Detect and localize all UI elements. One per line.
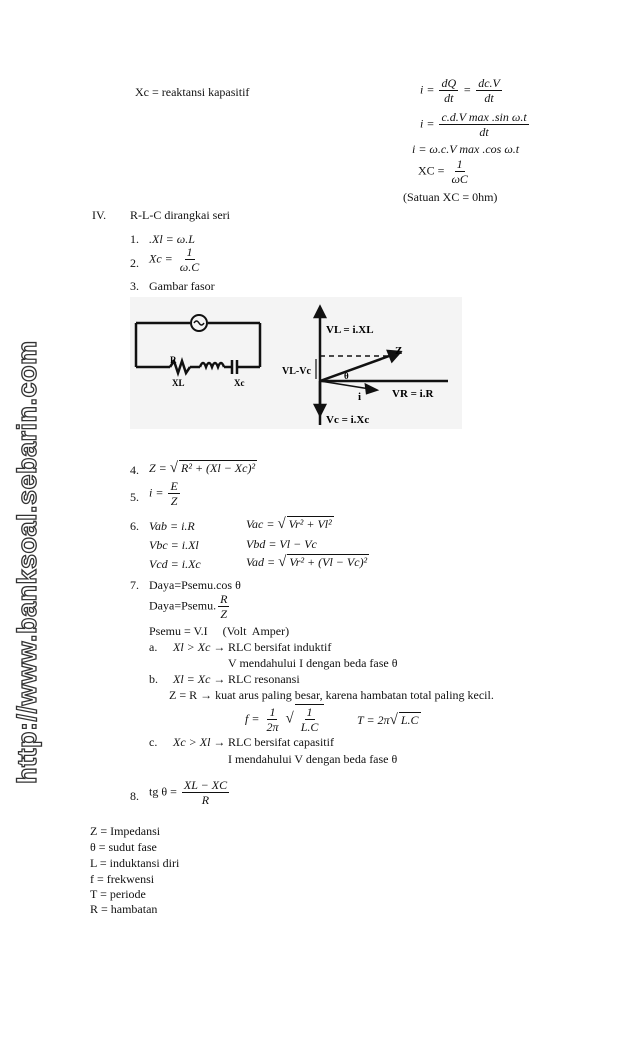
legend-resistance: R = hambatan [90, 902, 158, 916]
label-vl: VL = i.XL [326, 324, 374, 336]
case-b-text: RLC resonansi [228, 672, 300, 686]
case-c-text: RLC bersifat capasitif [228, 735, 334, 749]
formula-vbd: Vbd = Vl − Vc [246, 537, 317, 551]
label-xl: XL [172, 378, 185, 388]
section-number: IV. [92, 208, 107, 222]
legend-frequency: f = frekwensi [90, 872, 155, 886]
case-c-label: c. [149, 735, 158, 749]
daya-ratio: Daya=Psemu. $\frac{R}{Z}$ [149, 592, 228, 621]
equation-i-dq-dt: i = $\frac{dQ}{dt}$ = $\frac{dc.V}{dt}$ [420, 76, 500, 105]
case-c-detail: I mendahului V dengan beda fase θ [228, 752, 398, 766]
formula-vad: Vad = √ Vr² + (Vl − Vc)² [246, 554, 368, 570]
label-z: Z [395, 345, 403, 357]
daya-cos: Daya=Psemu.cos θ [149, 578, 241, 592]
item-4-formula: Z = √ R² + (Xl − Xc)² [149, 460, 256, 476]
label-theta: θ [344, 371, 349, 381]
legend-phase-angle: θ = sudut fase [90, 840, 157, 854]
formula-vcd: Vcd = i.Xc [149, 557, 201, 571]
item-8-number: 8. [130, 789, 139, 803]
case-b-condition: Xl = Xc → [173, 672, 226, 686]
item-2-formula: Xc = $\frac{1}{\omega.C}$ [149, 245, 200, 274]
legend-impedance: Z = Impedansi [90, 824, 161, 838]
label-vl-vc: VL-Vc [282, 366, 311, 377]
formula-vbc: Vbc = i.Xl [149, 538, 199, 552]
item-1-number: 1. [130, 232, 139, 246]
item-7-number: 7. [130, 578, 139, 592]
case-a-label: a. [149, 640, 158, 654]
label-i: i [358, 391, 362, 403]
case-a-text: RLC bersifat induktif [228, 640, 332, 654]
item-2-number: 2. [130, 256, 139, 270]
label-xc: Xc [234, 378, 245, 388]
item-1-formula: .Xl = ω.L [149, 232, 195, 246]
formula-frequency: f = $\frac{1}{2\pi}$ √ $\frac{1}{L.C}$ [245, 704, 324, 734]
case-a-detail: V mendahului I dengan beda fase θ [228, 656, 398, 670]
case-b-label: b. [149, 672, 158, 686]
formula-period: T = 2π√ L.C [357, 712, 419, 728]
legend-period: T = periode [90, 887, 146, 901]
xc-definition: Xc = reaktansi kapasitif [135, 85, 250, 99]
item-3-label: Gambar fasor [149, 279, 215, 293]
psemu: Psemu = V.I (Volt Amper) [149, 624, 290, 638]
formula-vac: Vac = √ Vr² + Vl² [246, 516, 332, 532]
formula-tan-theta: tg θ = $\frac{XL - XC}{R}$ [149, 778, 228, 807]
item-5-number: 5. [130, 490, 139, 504]
unit-note: (Satuan XC = 0hm) [403, 190, 498, 204]
case-c-condition: Xc > Xl → [173, 735, 226, 749]
watermark-url: http://www.banksoal.sebarin.com [12, 340, 42, 784]
item-6-number: 6. [130, 519, 139, 533]
section-title: R-L-C dirangkai seri [130, 208, 230, 222]
item-5-formula: i = $\frac{E}{Z}$ [149, 479, 178, 508]
equation-i-sin: i = $\frac{\text{c.d.V max .sin ω.t}}{dt}$ [420, 110, 527, 139]
equation-xc: XC = $\frac{1}{\omega C}$ [418, 157, 468, 186]
phasor-diagram [130, 297, 462, 429]
equation-i-cos: i = ω.c.V max .cos ω.t [412, 142, 520, 156]
formula-vab: Vab = i.R [149, 519, 195, 533]
label-vr: VR = i.R [392, 388, 434, 400]
legend-inductance: L = induktansi diri [90, 856, 180, 870]
case-a-condition: Xl > Xc → [173, 640, 226, 654]
label-vc: Vc = i.Xc [326, 414, 370, 426]
label-r: R [170, 355, 177, 365]
item-3-number: 3. [130, 279, 139, 293]
item-4-number: 4. [130, 463, 139, 477]
case-b-detail: Z = R → kuat arus paling besar, karena hambatan total paling kecil. [169, 688, 494, 702]
